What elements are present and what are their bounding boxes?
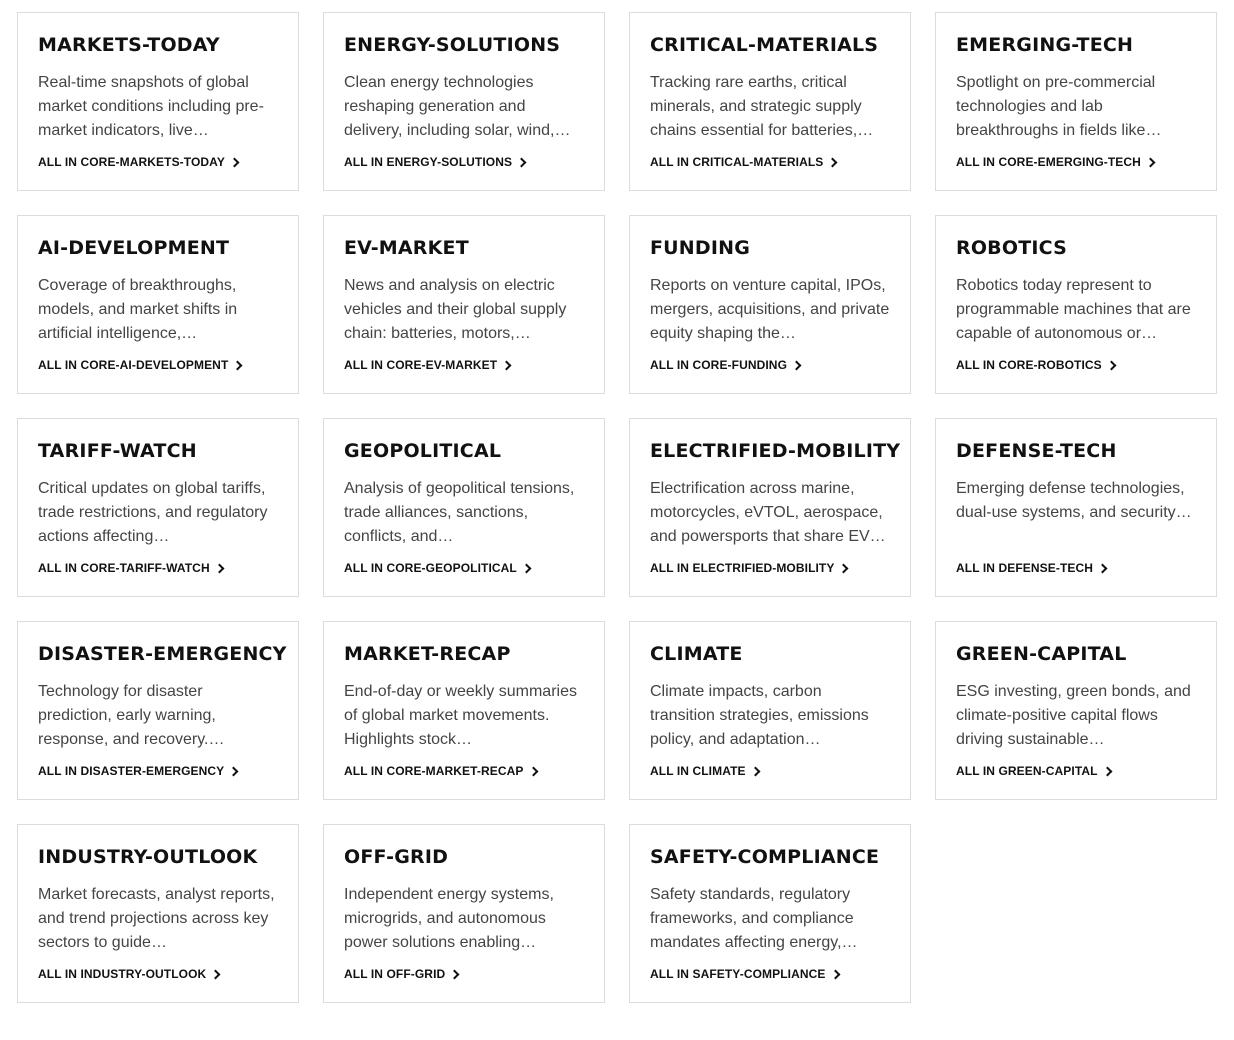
card-description: Emerging defense technologies, dual-use systems, and security…: [956, 480, 1192, 521]
chevron-right-icon: [233, 361, 243, 371]
card-link-label: ALL IN DEFENSE-TECH: [956, 561, 1094, 575]
category-card-funding: [629, 215, 911, 394]
chevron-right-icon: [839, 564, 849, 574]
category-card-robotics: [935, 215, 1217, 394]
category-card-climate: [629, 621, 911, 800]
card-title: DISASTER-EMERGENCY: [38, 643, 287, 665]
category-card-defense-tech: [935, 418, 1217, 597]
card-title: GREEN-CAPITAL: [956, 643, 1127, 665]
chevron-right-icon: [521, 564, 531, 574]
card-description: Electrification across marine, motorcycles, eVTOL, aerospace, and powersports that share EV…: [650, 480, 886, 545]
category-card-electrified-mobility: [629, 418, 911, 597]
chevron-right-icon: [1102, 767, 1112, 777]
chevron-right-icon: [1106, 361, 1116, 371]
card-link-label: ALL IN ELECTRIFIED-MOBILITY: [650, 561, 835, 575]
card-description: Robotics today represent to programmable machines that are capable of autonomous or…: [956, 277, 1191, 342]
card-link-label: ALL IN CLIMATE: [650, 764, 746, 778]
card-description: ESG investing, green bonds, and climate-positive capital flows driving sustainable…: [956, 683, 1191, 748]
category-card-off-grid: [323, 824, 605, 1003]
card-link-ev-market[interactable]: [344, 358, 510, 372]
chevron-right-icon: [211, 970, 221, 980]
card-link-label: ALL IN CORE-GEOPOLITICAL: [344, 561, 517, 575]
chevron-right-icon: [229, 767, 239, 777]
card-description: Critical updates on global tariffs, trade restrictions, and regulatory actions affecting…: [38, 480, 268, 545]
category-card-industry-outlook: [17, 824, 299, 1003]
card-link-green-capital[interactable]: [956, 764, 1111, 778]
card-title: CRITICAL-MATERIALS: [650, 34, 879, 56]
category-card-energy-solutions: [323, 12, 605, 191]
card-title: EMERGING-TECH: [956, 34, 1134, 56]
card-description: Independent energy systems, microgrids, and autonomous power solutions enabling…: [344, 886, 554, 951]
card-title: INDUSTRY-OUTLOOK: [38, 846, 258, 868]
card-link-safety-compliance[interactable]: [650, 967, 839, 981]
card-link-market-recap[interactable]: [344, 764, 537, 778]
chevron-right-icon: [828, 158, 838, 168]
card-link-geopolitical[interactable]: [344, 561, 530, 575]
card-title: CLIMATE: [650, 643, 743, 665]
category-card-tariff-watch: [17, 418, 299, 597]
card-link-ai-development[interactable]: [38, 358, 241, 372]
card-link-label: ALL IN CORE-FUNDING: [650, 358, 788, 372]
chevron-right-icon: [517, 158, 527, 168]
card-description: Climate impacts, carbon transition strategies, emissions policy, and adaptation…: [650, 683, 869, 748]
card-link-industry-outlook[interactable]: [38, 967, 219, 981]
chevron-right-icon: [830, 970, 840, 980]
card-description: Reports on venture capital, IPOs, mergers, acquisitions, and private equity shaping the…: [650, 277, 890, 342]
card-title: GEOPOLITICAL: [344, 440, 502, 462]
card-title: EV-MARKET: [344, 237, 469, 259]
card-link-label: ALL IN CORE-ROBOTICS: [956, 358, 1102, 372]
card-description: Real-time snapshots of global market conditions including pre-market indicators, live…: [38, 74, 264, 139]
card-link-climate[interactable]: [650, 764, 759, 778]
card-link-label: ALL IN DISASTER-EMERGENCY: [38, 764, 225, 778]
category-card-green-capital: [935, 621, 1217, 800]
chevron-right-icon: [1146, 158, 1156, 168]
chevron-right-icon: [528, 767, 538, 777]
card-link-label: ALL IN CORE-EMERGING-TECH: [956, 155, 1141, 169]
card-link-label: ALL IN SAFETY-COMPLIANCE: [650, 967, 826, 981]
category-card-critical-materials: [629, 12, 911, 191]
card-link-defense-tech[interactable]: [956, 561, 1106, 575]
card-description: Market forecasts, analyst reports, and trend projections across key sectors to guide…: [38, 886, 275, 951]
category-card-geopolitical: [323, 418, 605, 597]
category-card-markets-today: [17, 12, 299, 191]
card-title: AI-DEVELOPMENT: [38, 237, 230, 259]
card-link-funding[interactable]: [650, 358, 800, 372]
card-title: ROBOTICS: [956, 237, 1068, 259]
card-title: MARKET-RECAP: [344, 643, 511, 665]
chevron-right-icon: [230, 158, 240, 168]
category-card-ev-market: [323, 215, 605, 394]
card-link-tariff-watch[interactable]: [38, 561, 223, 575]
card-link-label: ALL IN CORE-EV-MARKET: [344, 358, 498, 372]
card-link-electrified-mobility[interactable]: [650, 561, 847, 575]
category-grid: [17, 12, 1217, 1003]
card-title: FUNDING: [650, 237, 751, 259]
category-card-disaster-emergency: [17, 621, 299, 800]
chevron-right-icon: [750, 767, 760, 777]
card-description: News and analysis on electric vehicles and their global supply chain: batteries, motors,…: [344, 277, 567, 342]
chevron-right-icon: [1098, 564, 1108, 574]
card-link-markets-today[interactable]: [38, 155, 238, 169]
card-link-energy-solutions[interactable]: [344, 155, 525, 169]
chevron-right-icon: [502, 361, 512, 371]
card-description: Tracking rare earths, critical minerals, and strategic supply chains essential for batteries,…: [650, 74, 874, 139]
card-link-label: ALL IN ENERGY-SOLUTIONS: [344, 155, 513, 169]
card-link-critical-materials[interactable]: [650, 155, 836, 169]
card-link-robotics[interactable]: [956, 358, 1115, 372]
card-link-label: ALL IN CRITICAL-MATERIALS: [650, 155, 824, 169]
card-link-disaster-emergency[interactable]: [38, 764, 237, 778]
card-title: OFF-GRID: [344, 846, 449, 868]
card-description: Safety standards, regulatory frameworks, and compliance mandates affecting energy,…: [650, 886, 858, 951]
card-link-emerging-tech[interactable]: [956, 155, 1154, 169]
card-description: Analysis of geopolitical tensions, trade alliances, sanctions, conflicts, and…: [344, 480, 575, 545]
card-title: SAFETY-COMPLIANCE: [650, 846, 880, 868]
card-description: Coverage of breakthroughs, models, and market shifts in artificial intelligence,…: [38, 277, 238, 342]
card-title: DEFENSE-TECH: [956, 440, 1117, 462]
card-link-label: ALL IN CORE-MARKETS-TODAY: [38, 155, 225, 169]
card-link-label: ALL IN CORE-AI-DEVELOPMENT: [38, 358, 229, 372]
card-description: End-of-day or weekly summaries of global market movements. Highlights stock…: [344, 683, 577, 748]
chevron-right-icon: [450, 970, 460, 980]
category-card-emerging-tech: [935, 12, 1217, 191]
chevron-right-icon: [792, 361, 802, 371]
card-title: MARKETS-TODAY: [38, 34, 220, 56]
category-card-ai-development: [17, 215, 299, 394]
card-title: TARIFF-WATCH: [38, 440, 197, 462]
card-description: Technology for disaster prediction, early warning, response, and recovery.…: [38, 683, 225, 748]
chevron-right-icon: [214, 564, 224, 574]
card-title: ELECTRIFIED-MOBILITY: [650, 440, 901, 462]
card-link-off-grid[interactable]: [344, 967, 458, 981]
card-link-label: ALL IN OFF-GRID: [344, 967, 446, 981]
card-description: Spotlight on pre-commercial technologies and lab breakthroughs in fields like…: [956, 74, 1162, 139]
card-link-label: ALL IN CORE-TARIFF-WATCH: [38, 561, 210, 575]
card-link-label: ALL IN CORE-MARKET-RECAP: [344, 764, 524, 778]
card-description: Clean energy technologies reshaping generation and delivery, including solar, wind,…: [344, 74, 571, 139]
category-card-safety-compliance: [629, 824, 911, 1003]
card-title: ENERGY-SOLUTIONS: [344, 34, 561, 56]
card-link-label: ALL IN GREEN-CAPITAL: [956, 764, 1098, 778]
card-link-label: ALL IN INDUSTRY-OUTLOOK: [38, 967, 207, 981]
category-card-market-recap: [323, 621, 605, 800]
